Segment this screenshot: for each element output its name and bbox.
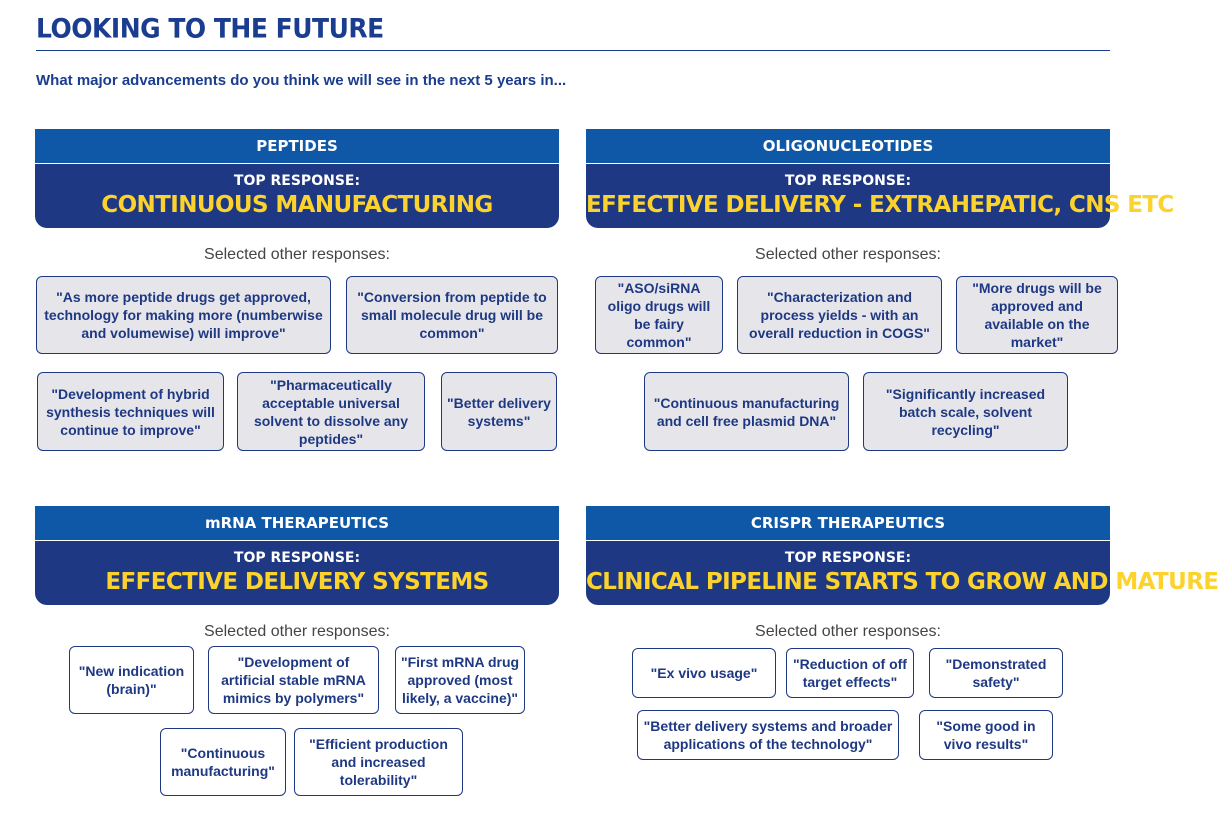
response-card: "Development of hybrid synthesis techniques will continue to improve"	[37, 372, 224, 451]
response-card: "Characterization and process yields - with an overall reduction in COGS"	[737, 276, 942, 354]
response-card: "Pharmaceutically acceptable universal solvent to dissolve any peptides"	[237, 372, 425, 451]
title-divider	[36, 50, 1110, 51]
top-response-text: CONTINUOUS MANUFACTURING	[101, 192, 493, 218]
survey-question: What major advancements do you think we will see in the next 5 years in...	[36, 72, 567, 89]
response-card: "More drugs will be approved and available on the market"	[956, 276, 1118, 354]
top-response-panel-crispr	[586, 541, 1218, 605]
response-card: "Development of artificial stable mRNA mimics by polymers"	[208, 646, 379, 714]
selected-responses-label: Selected other responses:	[204, 246, 390, 263]
response-card: "As more peptide drugs get approved, technology for making more (numberwise and volumewise) will improve"	[36, 276, 331, 354]
top-response-panel-mrna	[35, 541, 559, 605]
top-response-text: CLINICAL PIPELINE STARTS TO GROW AND MATURE	[586, 569, 1218, 595]
response-card: "Better delivery systems"	[441, 372, 557, 451]
category-header-peptides: PEPTIDES	[35, 129, 559, 163]
response-card: "First mRNA drug approved (most likely, a vaccine)"	[395, 646, 525, 714]
response-card: "Efficient production and increased tolerability"	[294, 728, 463, 796]
response-card: "Continuous manufacturing and cell free plasmid DNA"	[644, 372, 849, 451]
response-card: "Significantly increased batch scale, solvent recycling"	[863, 372, 1068, 451]
response-card: "Better delivery systems and broader applications of the technology"	[637, 710, 899, 760]
top-response-label: TOP RESPONSE:	[233, 550, 361, 566]
category-header-crispr: CRISPR THERAPEUTICS	[586, 506, 1110, 540]
response-card: "Reduction of off target effects"	[786, 648, 914, 698]
response-card: "Continuous manufacturing"	[160, 728, 286, 796]
page-title: LOOKING TO THE FUTURE	[36, 13, 384, 44]
top-response-panel-peptides	[35, 164, 559, 228]
top-response-label: TOP RESPONSE:	[784, 550, 912, 566]
top-response-text: EFFECTIVE DELIVERY SYSTEMS	[105, 569, 489, 595]
selected-responses-label: Selected other responses:	[755, 246, 941, 263]
top-response-label: TOP RESPONSE:	[233, 173, 361, 189]
response-card: "Demonstrated safety"	[929, 648, 1063, 698]
response-card: "Conversion from peptide to small molecule drug will be common"	[346, 276, 558, 354]
category-header-oligonucleotides: OLIGONUCLEOTIDES	[586, 129, 1110, 163]
response-card: "Ex vivo usage"	[632, 648, 776, 698]
top-response-text: EFFECTIVE DELIVERY - EXTRAHEPATIC, CNS ETC	[586, 192, 1174, 218]
response-card: "New indication (brain)"	[69, 646, 194, 714]
response-card: "Some good in vivo results"	[919, 710, 1053, 760]
selected-responses-label: Selected other responses:	[755, 623, 941, 640]
top-response-panel-oligonucleotides	[586, 164, 1174, 228]
category-header-mrna: mRNA THERAPEUTICS	[35, 506, 559, 540]
response-card: "ASO/siRNA oligo drugs will be fairy common"	[595, 276, 723, 354]
selected-responses-label: Selected other responses:	[204, 623, 390, 640]
top-response-label: TOP RESPONSE:	[784, 173, 912, 189]
